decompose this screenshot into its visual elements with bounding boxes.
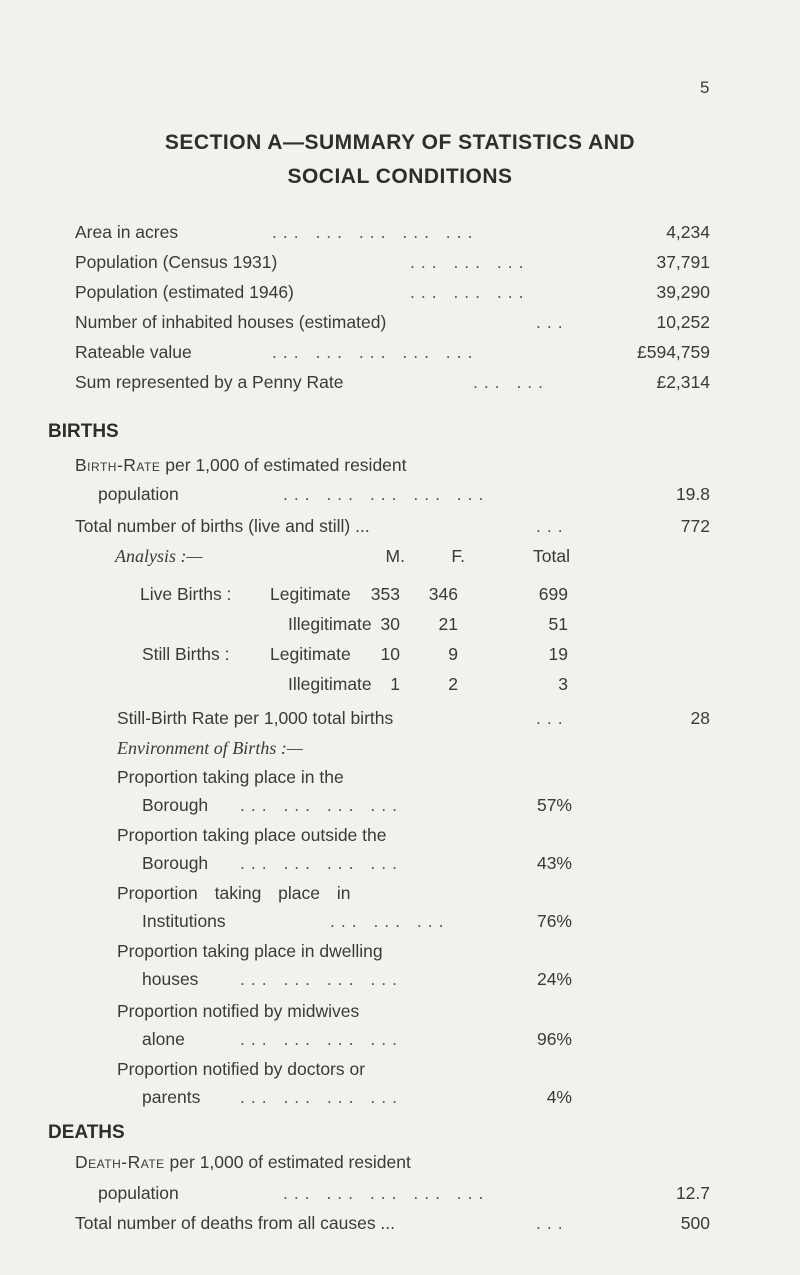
- analysis-type-label: Legitimate: [270, 644, 351, 664]
- birth-rate-label: [75, 455, 407, 476]
- environment-item-label-cont: houses: [142, 969, 199, 989]
- death-rate-description: per 1,000 of estimated resident: [169, 1152, 411, 1172]
- leader-dots: ... ... ... ... ...: [272, 222, 479, 242]
- deaths-heading: DEATHS: [48, 1122, 125, 1143]
- leader-dots: ... ... ... ...: [240, 853, 403, 873]
- summary-value: 39,290: [656, 282, 710, 302]
- summary-label: Number of inhabited houses (estimated): [75, 312, 387, 332]
- leader-dots: ... ... ... ... ...: [283, 1183, 490, 1203]
- analysis-label: Analysis :—: [115, 546, 203, 566]
- environment-item-value: 24%: [536, 969, 572, 989]
- summary-label: Population (Census 1931): [75, 252, 278, 272]
- total-deaths-label: Total number of deaths from all causes ...: [75, 1213, 396, 1233]
- analysis-m-value: 10: [380, 644, 400, 664]
- summary-value: 10,252: [656, 312, 710, 332]
- environment-item-label: Proportion taking place in dwelling: [117, 941, 383, 961]
- analysis-f-value: 21: [438, 614, 458, 634]
- environment-item-label-cont: Borough: [142, 853, 209, 873]
- total-deaths-value: 500: [680, 1213, 710, 1233]
- summary-value: 37,791: [656, 252, 710, 272]
- death-rate-label: [75, 1152, 411, 1173]
- birth-rate-value: 19.8: [675, 484, 710, 504]
- leader-dots: ...: [536, 1213, 569, 1233]
- analysis-type-label: Legitimate: [270, 584, 351, 604]
- analysis-type-label: Illegitimate: [288, 674, 372, 694]
- section-title-line-2: SOCIAL CONDITIONS: [287, 165, 513, 188]
- summary-value: £594,759: [637, 342, 710, 362]
- analysis-m-value: 353: [370, 584, 400, 604]
- column-header-f: F.: [451, 546, 465, 566]
- environment-item-label-cont: alone: [142, 1029, 185, 1049]
- birth-rate-term: Birth-Rate: [75, 455, 161, 475]
- environment-item-value: 4%: [546, 1087, 572, 1107]
- leader-dots: ... ... ...: [410, 282, 530, 302]
- summary-label: Area in acres: [75, 222, 179, 242]
- analysis-type-label: Illegitimate: [288, 614, 372, 634]
- analysis-group-label: Live Births :: [140, 584, 232, 604]
- analysis-total-value: 51: [548, 614, 568, 634]
- still-birth-rate-label: Still-Birth Rate per 1,000 total births: [117, 708, 394, 728]
- leader-dots: ... ... ... ...: [240, 1087, 403, 1107]
- leader-dots: ... ... ...: [330, 911, 450, 931]
- birth-rate-description: per 1,000 of estimated resident: [165, 455, 407, 475]
- environment-item-label: Proportion taking place in: [117, 883, 351, 903]
- environment-item-label: Proportion taking place outside the: [117, 825, 387, 845]
- page-number: 5: [700, 78, 710, 97]
- death-rate-term: Death-Rate: [75, 1152, 165, 1172]
- analysis-m-value: 1: [390, 674, 400, 694]
- total-births-label: Total number of births (live and still) ...: [75, 516, 370, 536]
- environment-item-value: 43%: [536, 853, 572, 873]
- environment-item-label: Proportion notified by midwives: [117, 1001, 360, 1021]
- birth-rate-label-cont: population: [98, 484, 179, 504]
- environment-label: Environment of Births :—: [117, 738, 303, 758]
- leader-dots: ... ... ... ...: [240, 795, 403, 815]
- leader-dots: ...: [536, 312, 569, 332]
- leader-dots: ... ...: [473, 372, 550, 392]
- leader-dots: ... ... ... ... ...: [283, 484, 490, 504]
- leader-dots: ...: [536, 708, 569, 728]
- leader-dots: ...: [536, 516, 569, 536]
- section-title-line-1: SECTION A—SUMMARY OF STATISTICS AND: [164, 131, 636, 154]
- summary-value: 4,234: [666, 222, 710, 242]
- summary-value: £2,314: [656, 372, 710, 392]
- total-births-value: 772: [680, 516, 710, 536]
- environment-item-label: Proportion taking place in the: [117, 767, 344, 787]
- environment-item-value: 96%: [536, 1029, 572, 1049]
- analysis-f-value: 9: [448, 644, 458, 664]
- analysis-total-value: 19: [548, 644, 568, 664]
- environment-item-label-cont: parents: [142, 1087, 201, 1107]
- summary-label: Sum represented by a Penny Rate: [75, 372, 344, 392]
- environment-item-label-cont: Borough: [142, 795, 209, 815]
- leader-dots: ... ... ... ... ...: [272, 342, 479, 362]
- analysis-f-value: 346: [428, 584, 458, 604]
- environment-item-label: Proportion notified by doctors or: [117, 1059, 366, 1079]
- death-rate-value: 12.7: [675, 1183, 710, 1203]
- column-header-m: M.: [385, 546, 405, 566]
- analysis-f-value: 2: [448, 674, 458, 694]
- leader-dots: ... ... ... ...: [240, 969, 403, 989]
- summary-label: Population (estimated 1946): [75, 282, 294, 302]
- column-header-total: Total: [533, 546, 570, 566]
- analysis-group-label: Still Births :: [142, 644, 230, 664]
- births-heading: BIRTHS: [48, 421, 119, 442]
- leader-dots: ... ... ...: [410, 252, 530, 272]
- environment-item-value: 76%: [536, 911, 572, 931]
- analysis-total-value: 3: [558, 674, 568, 694]
- still-birth-rate-value: 28: [690, 708, 710, 728]
- analysis-total-value: 699: [538, 584, 568, 604]
- analysis-m-value: 30: [380, 614, 400, 634]
- leader-dots: ... ... ... ...: [240, 1029, 403, 1049]
- environment-item-label-cont: Institutions: [142, 911, 226, 931]
- death-rate-label-cont: population: [98, 1183, 179, 1203]
- environment-item-value: 57%: [536, 795, 572, 815]
- summary-label: Rateable value: [75, 342, 192, 362]
